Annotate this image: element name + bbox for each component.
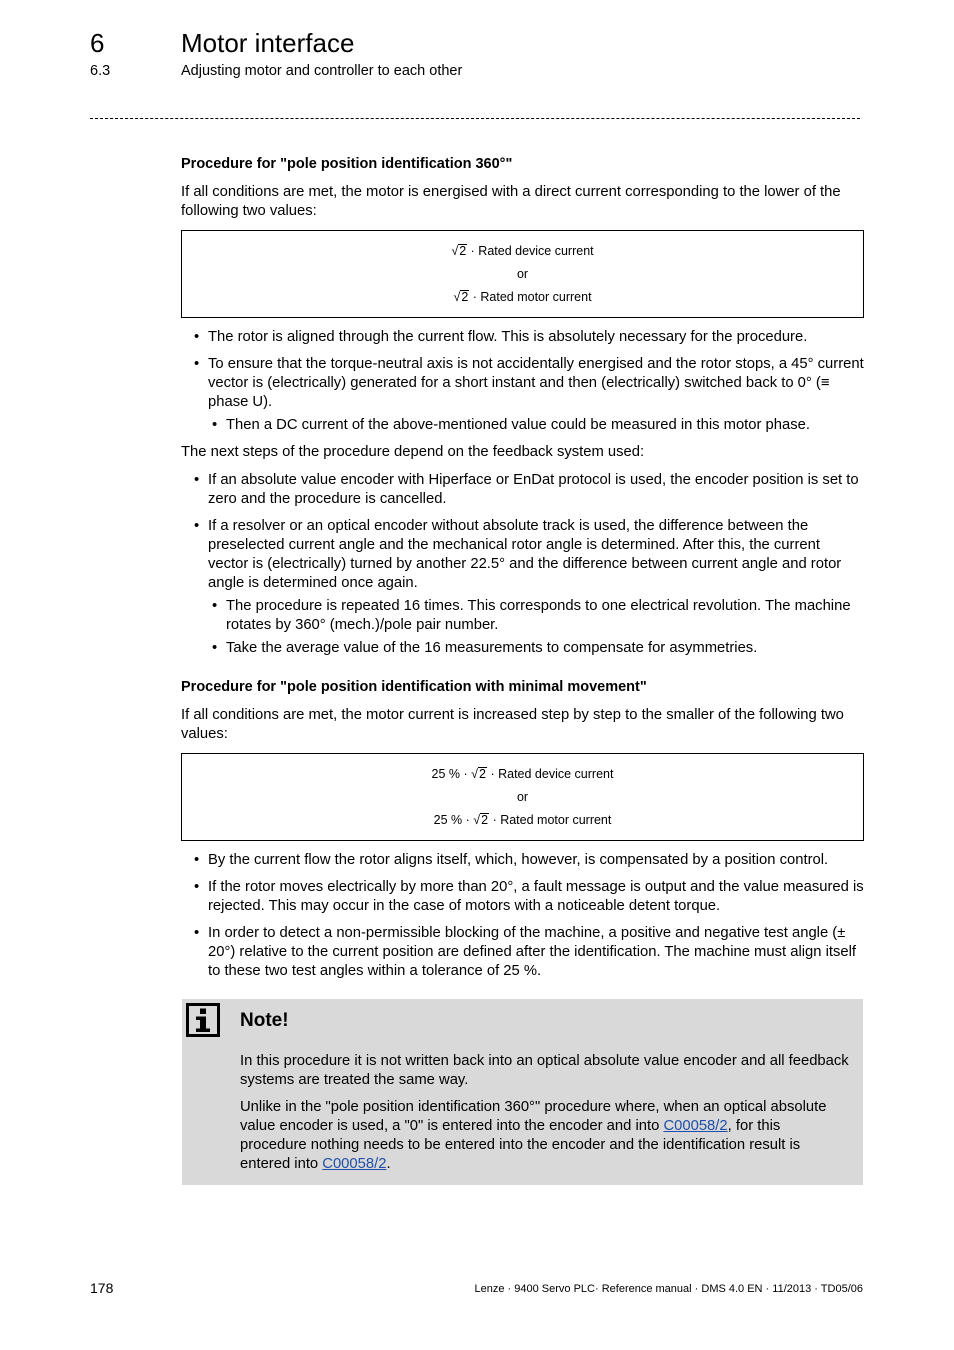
- formula-box-360: [181, 230, 864, 318]
- header-divider: [90, 118, 860, 119]
- main-content: [181, 155, 864, 989]
- note-box: [182, 999, 863, 1185]
- list-item: • The rotor is aligned through the current flow. This is absolutely necessary for the procedure.: [181, 328, 864, 347]
- formula-or: or: [516, 266, 529, 281]
- section1-heading: Procedure for "pole position identification 360°": [181, 156, 513, 172]
- list-item: • In order to detect a non-permissible blocking of the machine, a positive and negative test angle (± 20°) relative to the current position are defined after the identification. The machine must align itself to these two test angles within a tolerance of 25 %.: [181, 924, 864, 981]
- c00058-link[interactable]: C00058/2: [322, 1156, 387, 1172]
- list-item: • To ensure that the torque-neutral axis is not accidentally energised and the rotor stops, a 45° current vector is (electrically) generated for a short instant and then (electrically) switched back to 0° (≡ phase U). • Then a DC current of the above-mentioned value could be measured in this motor phase.: [181, 355, 864, 435]
- list-item: • Take the average value of the 16 measurements to compensate for asymmetries.: [208, 639, 864, 658]
- note-title: Note!: [240, 1010, 289, 1031]
- c00058-link[interactable]: C00058/2: [663, 1118, 728, 1134]
- info-icon: [186, 1003, 220, 1037]
- sqrt-symbol: √2: [471, 766, 486, 781]
- feedback-bullet-list: [181, 471, 864, 658]
- section2-heading: Procedure for "pole position identification with minimal movement": [181, 679, 647, 695]
- section1-intro: If all conditions are met, the motor is energised with a direct current corresponding to the lower of the following two values:: [181, 184, 841, 219]
- sub-bullet-list: [208, 416, 864, 435]
- note-paragraph: In this procedure it is not written back into an optical absolute value encoder and all feedback systems are treated the same way.: [240, 1053, 849, 1088]
- formula-line-1: 25 % · √2 · Rated device current: [431, 766, 614, 781]
- list-item: • Then a DC current of the above-mentioned value could be measured in this motor phase.: [208, 416, 864, 435]
- chapter-title: Motor interface: [181, 28, 355, 58]
- next-steps-text: The next steps of the procedure depend on the feedback system used:: [181, 444, 645, 460]
- sqrt-symbol: √2: [453, 289, 469, 304]
- footer-text: Lenze · 9400 Servo PLC· Reference manual · DMS 4.0 EN · 11/2013 · TD05/06: [474, 1283, 863, 1295]
- section2-intro: If all conditions are met, the motor current is increased step by step to the smaller of the following two values:: [181, 707, 844, 742]
- formula-box-minimal: [181, 753, 864, 841]
- formula-line-2: 25 % · √2 · Rated motor current: [433, 812, 612, 827]
- list-item: • If an absolute value encoder with Hiperface or EnDat protocol is used, the encoder position is set to zero and the procedure is cancelled.: [181, 471, 864, 509]
- chapter-number: 6: [90, 28, 105, 58]
- formula-line-2: √2 · Rated motor current: [453, 289, 592, 304]
- bullet-list: [181, 851, 864, 981]
- list-item: • If a resolver or an optical encoder without absolute track is used, the difference between the preselected current angle and the mechanical rotor angle is determined. After this, the current vector is (electrically) turned by another 22.5° and the difference between current angle and rotor angle is determined once again. • The procedure is repeated 16 times. This corresponds to one electrical revolution. The machine rotates by 360° (mech.)/pole pair number. • Take the average value of the 16 measurements to compensate for asymmetries.: [181, 517, 864, 658]
- formula-line-1: √2 · Rated device current: [451, 243, 594, 258]
- note-paragraph: Unlike in the "pole position identification 360°" procedure where, when an optical absolute value encoder is used, a "0" is entered into the encoder and into C00058/2, for this procedure nothing needs to be entered into the encoder and the identification result is entered into C00058/2.: [240, 1099, 827, 1172]
- sub-bullet-list: [208, 597, 864, 658]
- bullet-list: [181, 328, 864, 435]
- list-item: • If the rotor moves electrically by more than 20°, a fault message is output and the value measured is rejected. This may occur in the case of motors with a noticeable detent torque.: [181, 878, 864, 916]
- sqrt-symbol: √2: [473, 812, 489, 827]
- section-number: 6.3: [90, 63, 111, 79]
- formula-or: or: [516, 789, 529, 804]
- section-title: Adjusting motor and controller to each other: [181, 63, 463, 79]
- note-body: [240, 1052, 850, 1182]
- list-item: • By the current flow the rotor aligns itself, which, however, is compensated by a position control.: [181, 851, 864, 870]
- page-number: 178: [90, 1280, 114, 1296]
- sqrt-symbol: √2: [451, 243, 467, 258]
- list-item: • The procedure is repeated 16 times. This corresponds to one electrical revolution. The machine rotates by 360° (mech.)/pole pair number.: [208, 597, 864, 635]
